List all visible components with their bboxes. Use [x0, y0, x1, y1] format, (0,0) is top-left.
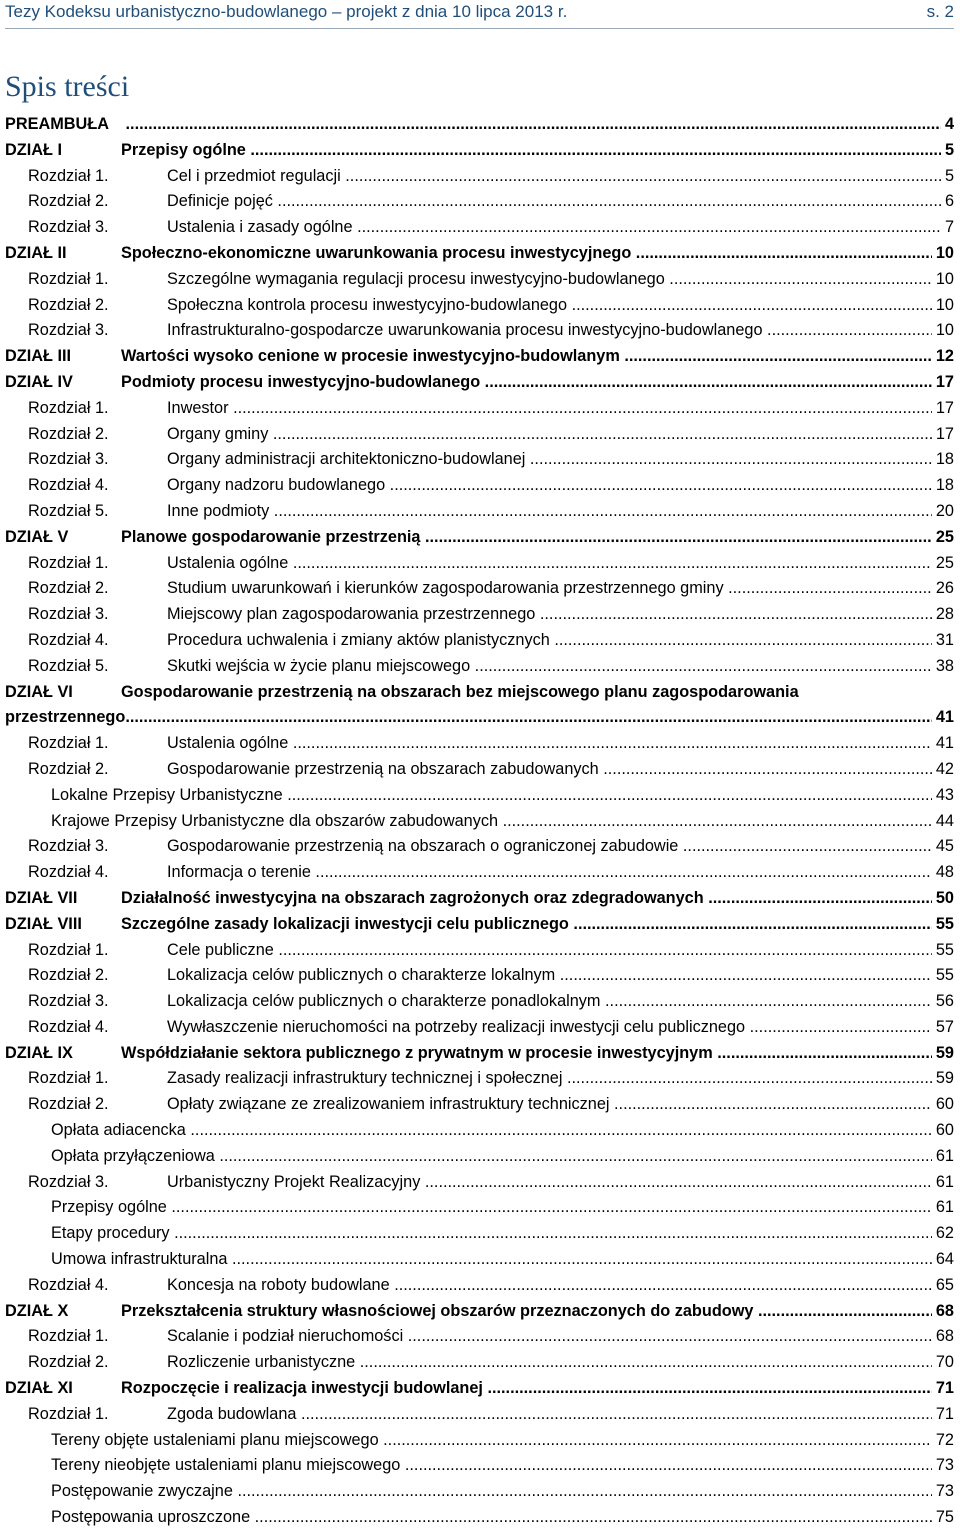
toc-entry-title	[121, 115, 954, 133]
toc-entry-page-number: 73	[932, 1453, 954, 1479]
toc-entry-page-number: 71	[932, 1376, 954, 1402]
toc-entry-label: Rozdział 3.	[28, 321, 109, 340]
toc-entry-page-number: 65	[932, 1273, 954, 1299]
toc-entry-title: Zgoda budowlana .....	[167, 1405, 954, 1423]
toc-entry[interactable]	[5, 525, 954, 551]
toc-entry-page-number: 17	[932, 370, 954, 396]
toc-entry-label: Rozdział 2.	[28, 424, 109, 443]
toc-entry-page-number: 4	[941, 112, 954, 138]
toc-entry-label: Rozdział 3.	[28, 1172, 109, 1191]
toc-entry-page-number: 44	[932, 809, 954, 835]
toc-entry[interactable]	[5, 396, 954, 422]
toc-entry-label: Rozdział 2.	[28, 966, 109, 985]
toc-entry-title: Organy gminy .....	[167, 425, 954, 443]
toc-entry-title: Lokalne Przepisy Urbanistyczne .....	[51, 786, 954, 804]
toc-entry-label: DZIAŁ IX	[5, 1043, 73, 1062]
toc-entry-title: Opłaty związane ze zrealizowaniem infrastruktury technicznej .....	[167, 1095, 954, 1113]
toc-entry-page-number: 61	[932, 1144, 954, 1170]
toc-entry-title: Opłata adiacencka .....	[51, 1121, 954, 1139]
toc-entry-page-number: 20	[932, 499, 954, 525]
toc-entry-page-number: 64	[932, 1247, 954, 1273]
toc-entry-label: Rozdział 4.	[28, 1275, 109, 1294]
toc-entry-page-number: 12	[932, 344, 954, 370]
toc-entry-label: Rozdział 4.	[28, 1017, 109, 1036]
page-header	[5, 0, 954, 29]
toc-entry-label: Rozdział 2.	[28, 295, 109, 314]
toc-entry[interactable]	[5, 1170, 954, 1196]
toc-entry-title: Inne podmioty .....	[167, 502, 954, 520]
toc-entry-page-number: 68	[932, 1324, 954, 1350]
toc-entry[interactable]	[5, 1453, 954, 1479]
toc-entry[interactable]	[5, 1015, 954, 1041]
toc-entry-page-number: 75	[932, 1505, 954, 1531]
toc-entry[interactable]	[5, 628, 954, 654]
toc-entry-label: DZIAŁ I	[5, 140, 62, 159]
toc-entry-title: Szczególne zasady lokalizacji inwestycji celu publicznego .....	[121, 915, 954, 933]
toc-entry-title: Infrastrukturalno-gospodarcze uwarunkowania procesu inwestycyjno-budowlanego .....	[167, 321, 954, 339]
toc-entry-page-number: 41	[932, 705, 954, 731]
toc-entry-title: Etapy procedury .....	[51, 1224, 954, 1242]
toc-entry-label: Rozdział 5.	[28, 501, 109, 520]
toc-entry-label: Rozdział 1.	[28, 1327, 109, 1346]
toc-entry[interactable]	[5, 1350, 954, 1376]
toc-entry[interactable]	[5, 215, 954, 241]
page-number: s. 2	[926, 2, 954, 21]
toc-entry-title: Organy nadzoru budowlanego .....	[167, 476, 954, 494]
toc-entry[interactable]	[5, 112, 954, 138]
toc-entry[interactable]	[5, 1479, 954, 1505]
toc-entry-page-number: 17	[932, 422, 954, 448]
toc-entry-title: Gospodarowanie przestrzenią na obszarach zabudowanych .....	[167, 760, 954, 778]
toc-entry-label: Rozdział 5.	[28, 656, 109, 675]
toc-entry-title: Zasady realizacji infrastruktury technicznej i społecznej .....	[167, 1069, 954, 1087]
toc-entry-title: Działalność inwestycyjna na obszarach zagrożonych oraz zdegradowanych .....	[121, 889, 954, 907]
toc-entry-label: DZIAŁ IV	[5, 372, 73, 391]
toc-entry-page-number: 31	[932, 628, 954, 654]
toc-entry-label: Rozdział 4.	[28, 630, 109, 649]
toc-entry-label: PREAMBUŁA	[5, 115, 110, 133]
toc-entry-label: Rozdział 2.	[28, 759, 109, 778]
toc-entry-title: Społeczna kontrola procesu inwestycyjno-budowlanego .....	[167, 296, 954, 314]
toc-entry-title: Studium uwarunkowań i kierunków zagospodarowania przestrzennego gminy .....	[167, 579, 954, 597]
toc-entry[interactable]	[5, 783, 954, 809]
toc-entry-title: Lokalizacja celów publicznych o charakterze ponadlokalnym .....	[167, 992, 954, 1010]
toc-entry-page-number: 71	[932, 1402, 954, 1428]
toc-entry-label: Rozdział 2.	[28, 579, 109, 598]
toc-entry-page-number: 72	[932, 1428, 954, 1454]
toc-entry-title: Informacja o terenie .....	[167, 863, 954, 881]
toc-entry-title: Przepisy ogólne .....	[121, 141, 954, 159]
toc-entry-page-number: 10	[932, 241, 954, 267]
toc-entry-label: DZIAŁ II	[5, 243, 67, 262]
toc-entry-label: DZIAŁ VIII	[5, 914, 82, 933]
toc-entry[interactable]	[5, 989, 954, 1015]
toc-entry-title: Krajowe Przepisy Urbanistyczne dla obszarów zabudowanych .....	[51, 812, 954, 830]
toc-entry-title: Rozliczenie urbanistyczne .....	[167, 1353, 954, 1371]
toc-entry-title: Tereny nieobjęte ustaleniami planu miejscowego .....	[51, 1456, 954, 1474]
toc-entry-title: Planowe gospodarowanie przestrzenią .....	[121, 528, 954, 546]
toc-entry[interactable]	[5, 1324, 954, 1350]
toc-entry[interactable]	[5, 1273, 954, 1299]
toc-entry-title: Miejscowy plan zagospodarowania przestrzennego .....	[167, 605, 954, 623]
toc-entry-page-number: 55	[932, 963, 954, 989]
toc-entry-page-number: 57	[932, 1015, 954, 1041]
toc-entry-title: Skutki wejścia w życie planu miejscowego .....	[167, 657, 954, 675]
toc-entry-label: DZIAŁ VII	[5, 888, 78, 907]
toc-entry[interactable]	[5, 164, 954, 190]
toc-entry-label: Rozdział 4.	[28, 863, 109, 882]
toc-entry-page-number: 73	[932, 1479, 954, 1505]
toc-entry-page-number: 60	[932, 1092, 954, 1118]
toc-entry-label: Rozdział 1.	[28, 734, 109, 753]
toc-entry-page-number: 18	[932, 473, 954, 499]
document-title: Tezy Kodeksu urbanistyczno-budowlanego – projekt z dnia 10 lipca 2013 r.	[5, 2, 568, 21]
toc-entry[interactable]	[5, 809, 954, 835]
toc-entry-label: Rozdział 1.	[28, 940, 109, 959]
toc-entry-page-number: 59	[932, 1066, 954, 1092]
toc-entry[interactable]	[5, 344, 954, 370]
toc-entry-page-number: 55	[932, 938, 954, 964]
toc-entry-label: Rozdział 4.	[28, 476, 109, 495]
toc-entry[interactable]	[5, 1428, 954, 1454]
toc-entry-title: Cel i przedmiot regulacji .....	[167, 167, 954, 185]
toc-entry-page-number: 10	[932, 293, 954, 319]
toc-entry-page-number: 10	[932, 318, 954, 344]
toc-entry-page-number: 60	[932, 1118, 954, 1144]
toc-entry-page-number: 38	[932, 654, 954, 680]
toc-entry-label: DZIAŁ III	[5, 347, 72, 366]
toc-entry-title: Postępowanie zwyczajne .....	[51, 1482, 954, 1500]
toc-entry-page-number: 61	[932, 1195, 954, 1221]
toc-entry-page-number: 18	[932, 447, 954, 473]
toc-entry[interactable]	[5, 602, 954, 628]
toc-entry[interactable]	[5, 576, 954, 602]
toc-entry-title: Definicje pojęć .....	[167, 192, 954, 210]
toc-entry-page-number: 70	[932, 1350, 954, 1376]
toc-entry[interactable]	[5, 1402, 954, 1428]
toc-entry-page-number: 42	[932, 757, 954, 783]
toc-entry-label: Rozdział 2.	[28, 1095, 109, 1114]
toc-entry[interactable]	[5, 1221, 954, 1247]
toc-entry[interactable]	[5, 963, 954, 989]
toc-entry-title: Postępowania uproszczone .....	[51, 1508, 954, 1526]
toc-entry-page-number: 56	[932, 989, 954, 1015]
toc-entry-page-number: 55	[932, 912, 954, 938]
toc-entry-label: DZIAŁ VI	[5, 682, 73, 701]
toc-entry[interactable]	[5, 1041, 954, 1067]
toc-entry[interactable]	[5, 551, 954, 577]
toc-entry[interactable]	[5, 1118, 954, 1144]
toc-entry[interactable]	[5, 1066, 954, 1092]
toc-entry-page-number: 10	[932, 267, 954, 293]
toc-entry[interactable]	[5, 680, 954, 706]
toc-entry[interactable]	[5, 654, 954, 680]
toc-entry[interactable]	[5, 267, 954, 293]
toc-entry-title: Wartości wysoko cenione w procesie inwestycyjno-budowlanym .....	[121, 347, 954, 365]
toc-entry-page-number: 61	[932, 1170, 954, 1196]
toc-entry[interactable]	[5, 1505, 954, 1531]
toc-entry-label: Rozdział 3.	[28, 837, 109, 856]
toc-entry-title: Tereny objęte ustaleniami planu miejscowego .....	[51, 1431, 954, 1449]
toc-entry-title: przestrzennego .....	[5, 708, 954, 726]
toc-entry[interactable]	[5, 731, 954, 757]
toc-entry-title: Procedura uchwalenia i zmiany aktów planistycznych .....	[167, 631, 954, 649]
toc-entry-title: Współdziałanie sektora publicznego z prywatnym w procesie inwestycyjnym .....	[121, 1044, 954, 1062]
toc-entry-page-number: 25	[932, 525, 954, 551]
toc-entry-title: Urbanistyczny Projekt Realizacyjny .....	[167, 1173, 954, 1191]
toc-entry-label: Rozdział 1.	[28, 166, 109, 185]
toc-entry-label: DZIAŁ XI	[5, 1379, 73, 1398]
toc-entry-title: Umowa infrastrukturalna .....	[51, 1250, 954, 1268]
toc-entry[interactable]	[5, 938, 954, 964]
toc-heading: Spis treści	[5, 70, 130, 103]
toc-entry-title: Scalanie i podział nieruchomości .....	[167, 1327, 954, 1345]
toc-entry-label: Rozdział 1.	[28, 1404, 109, 1423]
toc-entry-title: Ustalenia ogólne .....	[167, 554, 954, 572]
toc-entry[interactable]	[5, 1247, 954, 1273]
toc-entry-page-number: 25	[932, 551, 954, 577]
toc-entry-page-number: 28	[932, 602, 954, 628]
toc-entry-page-number: 41	[932, 731, 954, 757]
toc-entry-title: Cele publiczne .....	[167, 941, 954, 959]
toc-entry-title: Lokalizacja celów publicznych o charakterze lokalnym .....	[167, 966, 954, 984]
toc-entry-title: Inwestor .....	[167, 399, 954, 417]
toc-entry-page-number: 43	[932, 783, 954, 809]
toc-entry[interactable]	[5, 447, 954, 473]
toc-entry-title: Gospodarowanie przestrzenią na obszarach bez miejscowego planu zagospodarowania	[121, 682, 799, 701]
toc-entry-label: Rozdział 1.	[28, 1069, 109, 1088]
toc-entry-title: Przepisy ogólne .....	[51, 1198, 954, 1216]
toc-entry[interactable]	[5, 241, 954, 267]
toc-entry[interactable]	[5, 1092, 954, 1118]
toc-entry-title: Przekształcenia struktury własnościowej obszarów przeznaczonych do zabudowy .....	[121, 1302, 954, 1320]
toc-entry-label: DZIAŁ V	[5, 527, 69, 546]
toc-entry-page-number: 6	[941, 189, 954, 215]
toc-entry[interactable]	[5, 499, 954, 525]
toc-entry-label: Rozdział 3.	[28, 992, 109, 1011]
toc-entry-title: Szczególne wymagania regulacji procesu inwestycyjno-budowlanego .....	[167, 270, 954, 288]
toc-entry-page-number: 50	[932, 886, 954, 912]
toc-entry-label: Rozdział 1.	[28, 269, 109, 288]
toc-entry-title: Ustalenia ogólne .....	[167, 734, 954, 752]
toc-entry[interactable]	[5, 1299, 954, 1325]
toc-entry[interactable]	[5, 1376, 954, 1402]
toc-entry-page-number: 48	[932, 860, 954, 886]
toc-entry-title: Gospodarowanie przestrzenią na obszarach o ograniczonej zabudowie .....	[167, 837, 954, 855]
toc-entry[interactable]	[5, 886, 954, 912]
toc-entry-label: Rozdział 1.	[28, 398, 109, 417]
toc-entry[interactable]	[5, 860, 954, 886]
toc-entry-label: Rozdział 3.	[28, 450, 109, 469]
toc-entry[interactable]	[5, 138, 954, 164]
toc-entry-page-number: 68	[932, 1299, 954, 1325]
toc-entry[interactable]	[5, 834, 954, 860]
toc-entry[interactable]	[5, 1195, 954, 1221]
toc-entry-page-number: 5	[941, 138, 954, 164]
toc-entry[interactable]	[5, 473, 954, 499]
toc-entry-page-number: 59	[932, 1041, 954, 1067]
toc-entry-label: Rozdział 3.	[28, 605, 109, 624]
toc-entry-title: Społeczno-ekonomiczne uwarunkowania procesu inwestycyjnego .....	[121, 244, 954, 262]
toc-entry-label: Rozdział 3.	[28, 218, 109, 237]
toc-entry[interactable]	[5, 1144, 954, 1170]
toc-entry-title: Koncesja na roboty budowlane .....	[167, 1276, 954, 1294]
toc-entry-title: Rozpoczęcie i realizacja inwestycji budowlanej .....	[121, 1379, 954, 1397]
toc-entry-title: Podmioty procesu inwestycyjno-budowlanego .....	[121, 373, 954, 391]
toc-entry-label: Rozdział 2.	[28, 1353, 109, 1372]
toc-entry-page-number: 26	[932, 576, 954, 602]
toc-entry-page-number: 45	[932, 834, 954, 860]
toc-entry[interactable]	[5, 912, 954, 938]
toc-entry[interactable]	[5, 705, 954, 731]
toc-entry-title: Wywłaszczenie nieruchomości na potrzeby realizacji inwestycji celu publicznego .....	[167, 1018, 954, 1036]
toc-entry-label: DZIAŁ X	[5, 1301, 69, 1320]
toc-entry[interactable]	[5, 422, 954, 448]
toc-entry[interactable]	[5, 293, 954, 319]
toc-entry[interactable]	[5, 189, 954, 215]
toc-entry-title: Opłata przyłączeniowa .....	[51, 1147, 954, 1165]
table-of-contents	[5, 112, 954, 1531]
toc-entry[interactable]	[5, 318, 954, 344]
toc-entry-title: Organy administracji architektoniczno-budowlanej .....	[167, 450, 954, 468]
toc-entry-page-number: 7	[941, 215, 954, 241]
toc-entry-page-number: 17	[932, 396, 954, 422]
toc-entry-label: Rozdział 2.	[28, 192, 109, 211]
toc-entry[interactable]	[5, 370, 954, 396]
toc-entry-label: Rozdział 1.	[28, 553, 109, 572]
toc-entry-page-number: 5	[941, 164, 954, 190]
toc-entry-page-number: 62	[932, 1221, 954, 1247]
toc-entry[interactable]	[5, 757, 954, 783]
toc-entry-title: Ustalenia i zasady ogólne .....	[167, 218, 954, 236]
